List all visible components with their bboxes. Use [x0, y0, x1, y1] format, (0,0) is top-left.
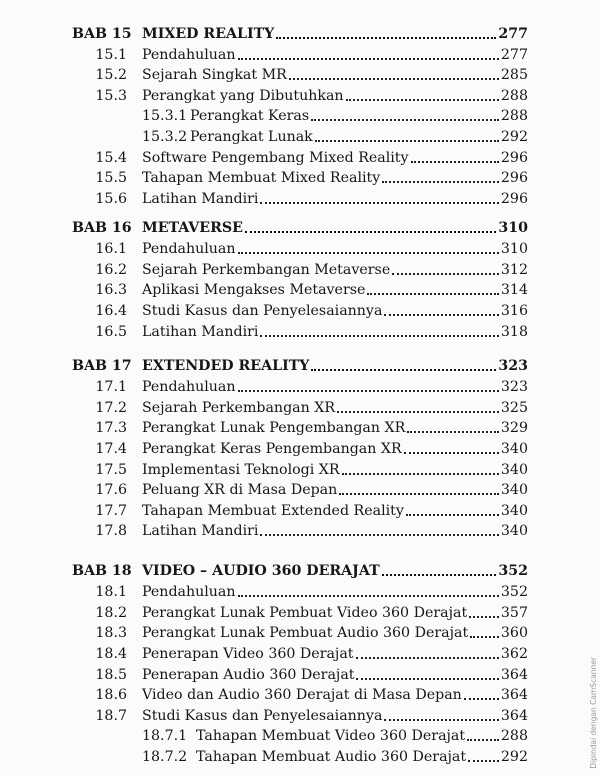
dot-leader	[238, 595, 499, 597]
dot-leader	[384, 719, 498, 721]
section-entry	[142, 169, 528, 187]
dot-leader	[382, 574, 497, 576]
section-title: Perangkat Lunak Pembuat Audio 360 Derajat	[142, 625, 469, 642]
chapter-entry	[142, 25, 528, 43]
section-page-number: 285	[500, 67, 528, 84]
dot-leader	[315, 140, 499, 142]
dot-leader	[392, 273, 499, 275]
section-page-number: 312	[500, 261, 528, 278]
dot-leader	[238, 390, 499, 392]
toc-subsection-row	[0, 643, 600, 663]
dot-leader	[238, 252, 499, 254]
section-title: Perangkat Keras	[190, 108, 310, 125]
section-page-number: 277	[500, 46, 528, 63]
section-entry	[190, 128, 528, 146]
section-entry	[142, 440, 528, 458]
section-title: Studi Kasus dan Penyelesaiannya	[142, 707, 383, 724]
section-page-number: 296	[500, 190, 528, 207]
dot-leader	[238, 58, 499, 60]
dot-leader	[339, 493, 499, 495]
section-page-number: 340	[500, 523, 528, 540]
dot-leader	[276, 37, 496, 39]
section-page-number: 314	[500, 282, 528, 299]
section-number: 16.2	[95, 261, 127, 278]
section-number: 17.1	[95, 379, 127, 396]
chapter-heading	[0, 560, 600, 580]
section-title: Latihan Mandiri	[142, 190, 259, 207]
section-number: 17.7	[95, 502, 127, 519]
toc-subsection-row	[0, 581, 600, 601]
section-title: Studi Kasus dan Penyelesaiannya	[142, 302, 383, 319]
chapter-title: EXTENDED REALITY	[142, 358, 310, 374]
section-number: 18.4	[95, 645, 127, 662]
section-title: Pendahuluan	[142, 241, 236, 258]
section-entry	[142, 707, 528, 725]
section-entry	[190, 107, 528, 125]
toc-subsubsection-row	[0, 746, 600, 766]
section-title: Sejarah Perkembangan Metaverse	[142, 261, 391, 278]
section-entry	[142, 481, 528, 499]
section-number: 15.2	[95, 67, 127, 84]
dot-leader	[337, 411, 499, 413]
toc-subsection-row	[0, 438, 600, 458]
section-page-number: 296	[500, 149, 528, 166]
chapter-entry	[142, 357, 528, 375]
section-number: 17.2	[95, 399, 127, 416]
toc-subsection-row	[0, 500, 600, 520]
dot-leader	[467, 739, 499, 741]
section-entry	[142, 323, 528, 341]
section-entry	[196, 727, 528, 745]
section-title: Perangkat yang Dibutuhkan	[142, 87, 344, 104]
section-title: Latihan Mandiri	[142, 523, 259, 540]
section-page-number: 325	[500, 399, 528, 416]
section-page-number: 360	[500, 625, 528, 642]
section-page-number: 340	[500, 482, 528, 499]
chapter-number: BAB 15	[72, 26, 132, 42]
chapter-page-number: 310	[498, 220, 528, 236]
section-title: Latihan Mandiri	[142, 323, 259, 340]
toc-subsubsection-row	[0, 105, 600, 125]
toc-subsection-row	[0, 479, 600, 499]
dot-leader	[464, 698, 499, 700]
section-title: Peluang XR di Masa Depan	[142, 482, 338, 499]
section-number: 15.3.1	[142, 108, 188, 125]
section-number: 18.3	[95, 625, 127, 642]
section-entry	[142, 666, 528, 684]
section-page-number: 288	[500, 87, 528, 104]
section-entry	[142, 149, 528, 167]
section-entry	[142, 522, 528, 540]
chapter-number: BAB 17	[72, 358, 132, 374]
dot-leader	[289, 78, 499, 80]
section-page-number: 364	[500, 687, 528, 704]
chapter-page-number: 323	[498, 358, 528, 374]
toc-subsection-row	[0, 300, 600, 320]
toc-subsection-row	[0, 602, 600, 622]
section-entry	[142, 190, 528, 208]
section-title: Pendahuluan	[142, 379, 236, 396]
section-page-number: 357	[500, 604, 528, 621]
dot-leader	[382, 181, 499, 183]
toc-subsection-row	[0, 376, 600, 396]
dot-leader	[342, 473, 499, 475]
chapter-entry	[142, 562, 528, 580]
section-entry	[142, 302, 528, 320]
section-entry	[142, 261, 528, 279]
chapter-number: BAB 18	[72, 563, 132, 579]
section-number: 16.3	[95, 282, 127, 299]
section-page-number: 316	[500, 302, 528, 319]
section-title: Perangkat Lunak Pembuat Video 360 Derajat	[142, 604, 468, 621]
section-number: 18.7.1	[142, 728, 188, 745]
section-title: Tahapan Membuat Mixed Reality	[142, 170, 381, 187]
section-page-number: 364	[500, 666, 528, 683]
chapter-title: METAVERSE	[142, 220, 243, 236]
section-title: Software Pengembang Mixed Reality	[142, 149, 409, 166]
toc-subsection-row	[0, 238, 600, 258]
section-title: Pendahuluan	[142, 46, 236, 63]
dot-leader	[260, 335, 498, 337]
toc-subsubsection-row	[0, 725, 600, 745]
toc-subsection-row	[0, 664, 600, 684]
section-entry	[142, 240, 528, 258]
dot-leader	[346, 99, 499, 101]
chapter-title: MIXED REALITY	[142, 26, 275, 42]
section-entry	[142, 502, 528, 520]
section-number: 18.1	[95, 584, 127, 601]
section-page-number: 288	[500, 728, 528, 745]
section-number: 15.1	[95, 46, 127, 63]
section-title: Video dan Audio 360 Derajat di Masa Depan	[142, 687, 462, 704]
section-title: Aplikasi Mengakses Metaverse	[142, 282, 366, 299]
chapter-number: BAB 16	[72, 220, 132, 236]
section-page-number: 340	[500, 502, 528, 519]
section-number: 17.6	[95, 482, 127, 499]
section-number: 18.5	[95, 666, 127, 683]
chapter-page-number: 352	[498, 563, 528, 579]
section-page-number: 364	[500, 707, 528, 724]
chapter-heading	[0, 217, 600, 237]
toc-subsection-row	[0, 279, 600, 299]
toc-subsection-row	[0, 417, 600, 437]
section-entry	[142, 87, 528, 105]
toc-subsection-row	[0, 684, 600, 704]
dot-leader	[260, 534, 498, 536]
dot-leader	[404, 452, 499, 454]
dot-leader	[260, 202, 498, 204]
section-entry	[142, 378, 528, 396]
toc-subsection-row	[0, 85, 600, 105]
section-number: 16.1	[95, 241, 127, 258]
section-page-number: 288	[500, 108, 528, 125]
toc-subsection-row	[0, 44, 600, 64]
section-entry	[142, 583, 528, 601]
section-page-number: 352	[500, 584, 528, 601]
section-title: Sejarah Perkembangan XR	[142, 399, 336, 416]
section-number: 18.6	[95, 687, 127, 704]
dot-leader	[406, 514, 499, 516]
section-number: 15.5	[95, 170, 127, 187]
section-page-number: 340	[500, 461, 528, 478]
section-page-number: 323	[500, 379, 528, 396]
section-page-number: 296	[500, 170, 528, 187]
section-entry	[142, 461, 528, 479]
section-number: 15.3.2	[142, 129, 188, 145]
section-title: Implementasi Teknologi XR	[142, 461, 340, 478]
section-page-number: 329	[500, 420, 528, 437]
section-number: 16.5	[95, 323, 127, 340]
section-entry	[142, 419, 528, 437]
section-title: Perangkat Lunak	[190, 129, 313, 145]
section-page-number: 318	[500, 323, 528, 340]
section-title: Tahapan Membuat Extended Reality	[142, 502, 404, 519]
dot-leader	[470, 636, 499, 638]
toc-subsection-row	[0, 188, 600, 208]
section-title: Perangkat Keras Pengembangan XR	[142, 440, 402, 457]
toc-subsection-row	[0, 167, 600, 187]
section-entry	[142, 66, 528, 84]
toc-subsection-row	[0, 397, 600, 417]
section-entry	[142, 645, 528, 663]
section-entry	[142, 624, 528, 642]
scanner-watermark: Dipindai dengan CamScanner	[589, 657, 598, 769]
section-entry	[142, 281, 528, 299]
dot-leader	[468, 760, 499, 762]
chapter-heading	[0, 23, 600, 43]
section-page-number: 340	[500, 440, 528, 457]
chapter-title: VIDEO – AUDIO 360 DERAJAT	[142, 563, 380, 579]
section-title: Pendahuluan	[142, 584, 236, 601]
toc-subsection-row	[0, 64, 600, 84]
section-title: Perangkat Lunak Pengembangan XR	[142, 420, 406, 437]
chapter-page-number: 277	[498, 26, 528, 42]
section-number: 17.4	[95, 440, 127, 457]
dot-leader	[384, 314, 498, 316]
dot-leader	[469, 616, 499, 618]
section-title: Penerapan Audio 360 Derajat	[142, 666, 355, 683]
section-number: 17.8	[95, 523, 127, 540]
section-page-number: 292	[500, 129, 528, 145]
section-title: Tahapan Membuat Audio 360 Derajat	[196, 748, 467, 765]
section-title: Penerapan Video 360 Derajat	[142, 645, 354, 662]
toc-subsection-row	[0, 459, 600, 479]
toc-subsection-row	[0, 259, 600, 279]
section-number: 15.3	[95, 87, 127, 104]
section-title: Tahapan Membuat Video 360 Derajat	[196, 728, 466, 745]
section-entry	[142, 399, 528, 417]
toc-subsection-row	[0, 520, 600, 540]
section-number: 15.6	[95, 190, 127, 207]
dot-leader	[411, 161, 499, 163]
section-entry	[142, 686, 528, 704]
section-page-number: 310	[500, 241, 528, 258]
dot-leader	[356, 657, 499, 659]
section-number: 18.7.2	[142, 748, 188, 765]
section-number: 18.7	[95, 707, 127, 724]
section-entry	[142, 46, 528, 64]
section-page-number: 292	[500, 748, 528, 765]
dot-leader	[356, 678, 498, 680]
toc-subsection-row	[0, 321, 600, 341]
section-title: Sejarah Singkat MR	[142, 67, 287, 84]
toc-subsection-row	[0, 622, 600, 642]
toc-subsection-row	[0, 705, 600, 725]
section-entry	[196, 748, 528, 766]
section-number: 17.3	[95, 420, 127, 437]
toc-subsubsection-row	[0, 126, 600, 146]
toc-subsection-row	[0, 147, 600, 167]
chapter-heading	[0, 355, 600, 375]
dot-leader	[311, 369, 496, 371]
dot-leader	[407, 431, 499, 433]
chapter-entry	[142, 219, 528, 237]
section-number: 15.4	[95, 149, 127, 166]
section-number: 18.2	[95, 604, 127, 621]
section-entry	[142, 604, 528, 622]
section-page-number: 362	[500, 645, 528, 662]
section-number: 16.4	[95, 302, 127, 319]
dot-leader	[367, 293, 499, 295]
section-number: 17.5	[95, 461, 127, 478]
dot-leader	[311, 119, 499, 121]
dot-leader	[245, 231, 496, 233]
